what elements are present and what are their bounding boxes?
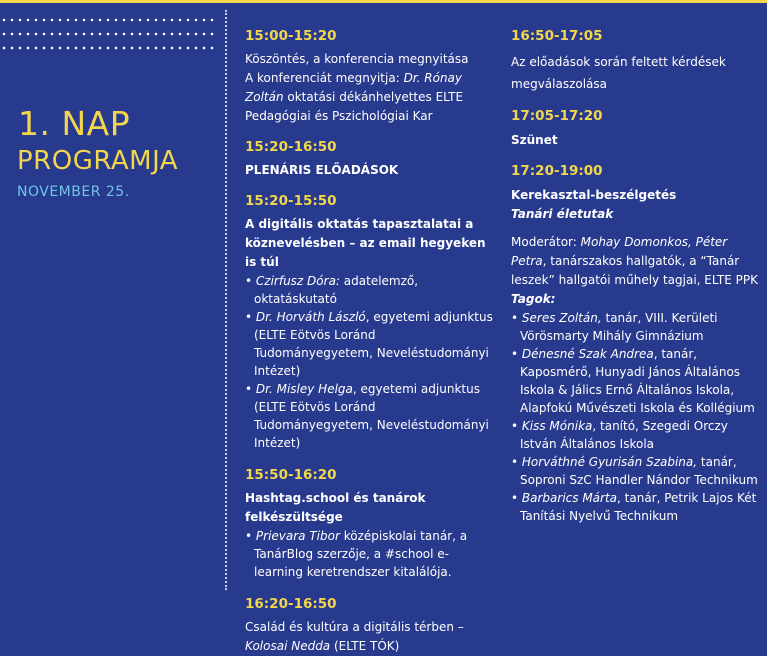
session-time: 15:20-16:50 — [245, 139, 337, 155]
session-time: 17:05-17:20 — [511, 108, 603, 124]
session-plenary — [245, 138, 495, 180]
session-family-culture — [245, 595, 495, 656]
speaker-item: • Prievara Tibor középiskolai tanár, a TanárBlog szerzője, a #school e-learning keretrendszer kitalálója. — [245, 527, 495, 581]
program-date: NOVEMBER 25. — [17, 184, 130, 200]
session-title: Hashtag.school és tanárok felkészültsége — [245, 491, 426, 524]
opener-prefix: A konferenciát megnyitja: — [245, 71, 400, 85]
member-item: • Dénesné Szak Andrea, tanár, Kaposmérő, Hunyadi János Általános Iskola & Jálics Ernő Általános Iskola, Alapfokú Művészeti Iskola és Kollégium — [511, 345, 761, 417]
session-title: Szünet — [511, 133, 558, 147]
session-subtitle: Tanári életutak — [511, 207, 614, 221]
dot-pattern — [0, 18, 215, 60]
opener-role: oktatási dékánhelyettes ELTE Pedagógiai és Pszichológiai Kar — [245, 90, 464, 123]
session-digital-education — [245, 192, 495, 452]
session-time: 15:00-15:20 — [245, 28, 337, 44]
speaker-item: • Dr. Horváth László, egyetemi adjunktus (ELTE Eötvös Loránd Tudományegyetem, Neveléstudományi Intézet) — [245, 308, 495, 380]
member-item: • Kiss Mónika, tanító, Szegedi Orczy István Általános Iskola — [511, 417, 761, 453]
session-time: 15:50-16:20 — [245, 467, 337, 483]
member-item: • Barbarics Márta, tanár, Petrik Lajos Két Tanítási Nyelvű Technikum — [511, 489, 761, 525]
session-title: Család és kultúra a digitális térben – — [245, 620, 464, 634]
speaker-item: • Czirfusz Dóra: adatelemző, oktatáskutató — [245, 272, 495, 308]
session-title: PLENÁRIS ELŐADÁSOK — [245, 163, 399, 177]
day-title: 1. NAP — [18, 104, 131, 143]
session-title: A digitális oktatás tapasztalatai a köznevelésben – az email hegyeken is túl — [245, 217, 486, 269]
opener-name: Dr. Rónay Zoltán — [245, 71, 463, 104]
session-time: 16:20-16:50 — [245, 596, 337, 612]
session-title: Az előadások során feltett kérdések megválaszolása — [511, 55, 726, 91]
session-roundtable — [511, 162, 761, 525]
member-item: • Horváthné Gyurisán Szabina, tanár, Soproni SzC Handler Nándor Technikum — [511, 453, 761, 489]
speaker-item: • Dr. Misley Helga, egyetemi adjunktus (ELTE Eötvös Loránd Tudományegyetem, Neveléstudományi Intézet) — [245, 380, 495, 452]
session-time: 16:50-17:05 — [511, 28, 603, 44]
members-label: Tagok: — [511, 292, 556, 306]
dotted-divider — [225, 10, 227, 590]
session-hashtag-school — [245, 466, 495, 581]
session-break — [511, 107, 761, 150]
session-time: 17:20-19:00 — [511, 163, 603, 179]
session-opening — [245, 27, 495, 126]
top-accent-bar — [0, 0, 767, 3]
member-item: • Seres Zoltán, tanár, VIII. Kerületi Vörösmarty Mihály Gimnázium — [511, 309, 761, 345]
session-time: 15:20-15:50 — [245, 193, 337, 209]
session-title: Kerekasztal-beszélgetés — [511, 188, 677, 202]
session-questions — [511, 27, 761, 95]
schedule-column-2 — [511, 27, 761, 525]
speaker-affiliation: (ELTE TÓK) — [334, 639, 400, 653]
session-title: Köszöntés, a konferencia megnyitása — [245, 52, 469, 66]
speaker-name: Kolosai Nedda — [245, 639, 331, 653]
schedule-column-1 — [245, 27, 495, 656]
program-title: PROGRAMJA — [17, 146, 179, 176]
moderator-info: Moderátor: Mohay Domonkos, Péter Petra, tanárszakos hallgatók, a “Tanár leszek” hallgatói műhely tagjai, ELTE PPK — [511, 235, 758, 287]
